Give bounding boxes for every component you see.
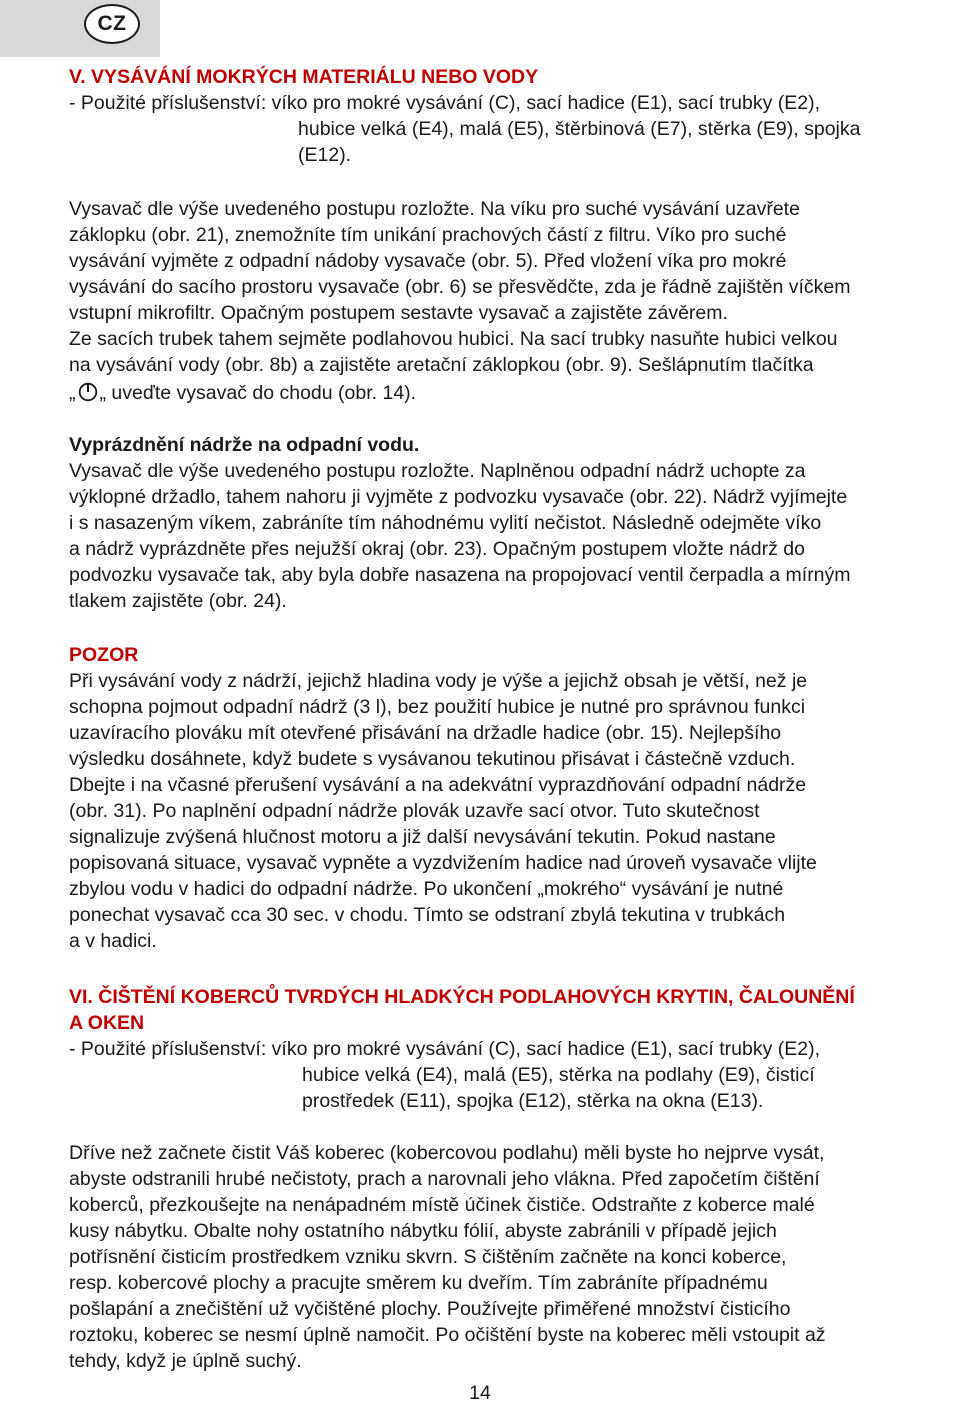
warning-line: Dbejte i na včasné přerušení vysávání a na adekvátní vyprazdňování odpadní nádrže — [69, 774, 807, 796]
warning-line: schopna pojmout odpadní nádrž (3 l), bez použití hubice je nutné pro správnou funkci — [69, 696, 806, 718]
page-number: 14 — [469, 1382, 491, 1404]
section-6-accessories-line: prostředek (E11), spojka (E12), stěrka na okna (E13). — [302, 1090, 764, 1112]
paragraph-line: podvozku vysavače tak, aby byla dobře nasazena na propojovací ventil čerpadla a mírným — [69, 564, 851, 586]
paragraph-line: potřísnění čisticím prostředkem vzniku skvrn. S čištěním začněte na konci koberce, — [69, 1246, 787, 1268]
paragraph-line: vstupní mikrofiltr. Opačným postupem sestavte vysavač a zajistěte závěrem. — [69, 302, 728, 324]
section-6-accessories-line: hubice velká (E4), malá (E5), stěrka na podlahy (E9), čisticí — [302, 1064, 815, 1086]
paragraph-line: vysávání do sacího prostoru vysavače (obr. 6) se přesvědčte, zda je řádně zajištěn víčkem — [69, 276, 851, 298]
warning-line: výsledku dosáhnete, když budete s vysávanou tekutinou přisávat i částečně vzduch. — [69, 748, 796, 770]
paragraph-line: resp. kobercové plochy a pracujte směrem ku dveřím. Tím zabráníte případnému — [69, 1272, 768, 1294]
warning-line: popisovaná situace, vysavač vypněte a vyzdvižením hadice nad úroveň vysavače vlijte — [69, 852, 817, 874]
language-badge: CZ — [84, 4, 140, 44]
warning-line: signalizuje zvýšená hlučnost motoru a již další nevysávání tekutin. Pokud nastane — [69, 826, 776, 848]
language-box — [0, 0, 160, 57]
paragraph-line: kusy nábytku. Obalte nohy ostatního nábytku fólií, abyste zabránili v případě jejich — [69, 1220, 777, 1242]
warning-line: Při vysávání vody z nádrží, jejichž hladina vody je výše a jejichž obsah je větší, než je — [69, 670, 808, 692]
paragraph-line: pošlapání a znečištění už vyčištěné plochy. Používejte přiměřené množství čisticího — [69, 1298, 791, 1320]
section-6-accessories-line: - Použité příslušenství: víko pro mokré vysávání (C), sací hadice (E1), sací trubky (E2), — [69, 1038, 821, 1060]
section-5-accessories-line: - Použité příslušenství: víko pro mokré vysávání (C), sací hadice (E1), sací trubky (E2), — [69, 92, 821, 114]
warning-line: zbylou vodu v hadici do odpadní nádrže. Po ukončení „mokrého“ vysávání je nutné — [69, 878, 784, 900]
paragraph-line: i s nasazeným víkem, zabráníte tím náhodnému vylití nečistot. Následně odejměte víko — [69, 512, 822, 534]
paragraph-line: Dříve než začnete čistit Váš koberec (kobercovou podlahu) měli byste ho nejprve vysát, — [69, 1142, 825, 1164]
paragraph-line: tlakem zajistěte (obr. 24). — [69, 590, 287, 612]
warning-line: a v hadici. — [69, 930, 157, 952]
section-5-heading: V. VYSÁVÁNÍ MOKRÝCH MATERIÁLU NEBO VODY — [69, 66, 539, 88]
paragraph-line — [69, 380, 416, 406]
subheading-empty-tank: Vyprázdnění nádrže na odpadní vodu. — [69, 434, 420, 456]
power-button-icon — [78, 382, 98, 402]
paragraph-line: a nádrž vyprázdněte přes nejužší okraj (obr. 23). Opačným postupem vložte nádrž do — [69, 538, 805, 560]
section-5-accessories-line: (E12). — [298, 144, 352, 166]
warning-line: uzavíracího plováku mít otevřené přisávání na držadle hadice (obr. 15). Nejlepšího — [69, 722, 782, 744]
paragraph-line: tehdy, když je úplně suchý. — [69, 1350, 302, 1372]
section-6-heading: A OKEN — [69, 1012, 145, 1034]
paragraph-line: vysávání vyjměte z odpadní nádoby vysavače (obr. 5). Před vložení víka pro mokré — [69, 250, 787, 272]
paragraph-line: na vysávání vody (obr. 8b) a zajistěte aretační záklopkou (obr. 9). Sešlápnutím tlačítka — [69, 354, 814, 376]
warning-line: (obr. 31). Po naplnění odpadní nádrže plovák uzavře sací otvor. Tuto skutečnost — [69, 800, 760, 822]
section-5-accessories-line: hubice velká (E4), malá (E5), štěrbinová (E7), stěrka (E9), spojka — [298, 118, 861, 140]
paragraph-line: záklopku (obr. 21), znemožníte tím unikání prachových částí z filtru. Víko pro suché — [69, 224, 787, 246]
paragraph-line: výklopné držadlo, tahem nahoru ji vyjměte z podvozku vysavače (obr. 22). Nádrž vyjímejte — [69, 486, 848, 508]
warning-heading: POZOR — [69, 644, 139, 666]
paragraph-line: roztoku, koberec se nesmí úplně namočit. Po očištění byste na koberec měli vstoupit až — [69, 1324, 826, 1346]
paragraph-line: abyste odstranili hrubé nečistoty, prach a narovnali jeho vlákna. Před započetím čištění — [69, 1168, 820, 1190]
paragraph-line: Vysavač dle výše uvedeného postupu rozložte. Naplněnou odpadní nádrž uchopte za — [69, 460, 806, 482]
paragraph-text: „ uveďte vysavač do chodu (obr. 14). — [99, 382, 417, 404]
paragraph-line: koberců, přezkoušejte na nenápadném místě účinek čističe. Odstraňte z koberce malé — [69, 1194, 815, 1216]
warning-line: ponechat vysavač cca 30 sec. v chodu. Tímto se odstraní zbylá tekutina v trubkách — [69, 904, 786, 926]
paragraph-line: Vysavač dle výše uvedeného postupu rozložte. Na víku pro suché vysávání uzavřete — [69, 198, 800, 220]
section-6-heading: VI. ČIŠTĚNÍ KOBERCŮ TVRDÝCH HLADKÝCH PODLAHOVÝCH KRYTIN, ČALOUNĚNÍ — [69, 986, 855, 1008]
quote-open: „ — [69, 382, 76, 404]
paragraph-line: Ze sacích trubek tahem sejměte podlahovou hubici. Na sací trubky nasuňte hubici velkou — [69, 328, 838, 350]
